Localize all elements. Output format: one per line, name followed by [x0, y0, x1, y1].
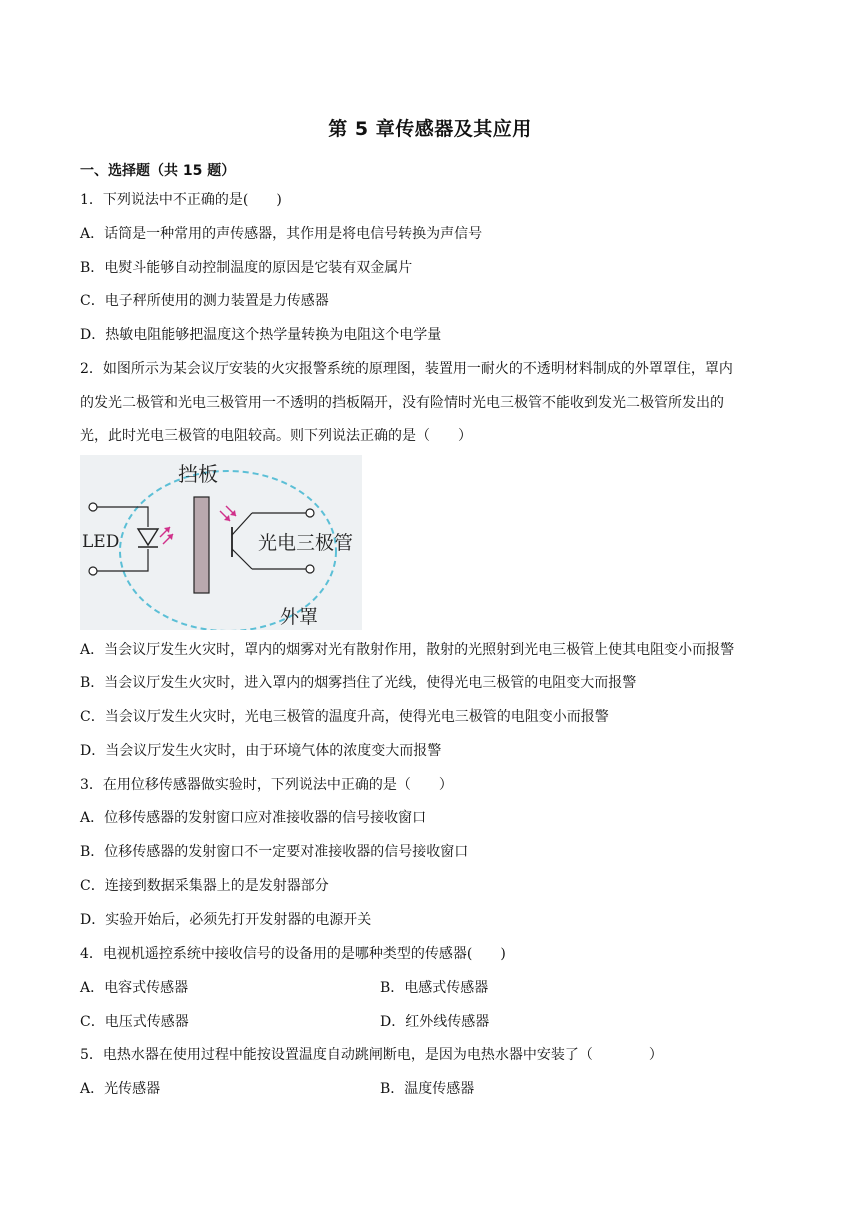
q2-option-b: B．当会议厅发生火灾时，进入罩内的烟雾挡住了光线，使得光电三极管的电阻变大而报警 — [80, 675, 637, 691]
q2-option-a: A．当会议厅发生火灾时，罩内的烟雾对光有散射作用，散射的光照射到光电三极管上使其电阻变小而报警 — [80, 642, 735, 658]
q3-stem: 3．在用位移传感器做实验时，下列说法中正确的是（ ） — [80, 777, 453, 793]
q4-option-c: C．电压式传感器 — [80, 1014, 189, 1030]
q3-option-c: C．连接到数据采集器上的是发射器部分 — [80, 878, 329, 894]
label-baffle: 挡板 — [178, 462, 218, 486]
q4-option-a: A．电容式传感器 — [80, 980, 189, 996]
page-title: 第 5 章传感器及其应用 — [328, 118, 532, 140]
q1-option-d: D．热敏电阻能够把温度这个热学量转换为电阻这个电学量 — [80, 327, 442, 343]
q4-option-b: B．电感式传感器 — [380, 980, 489, 996]
q5-stem: 5．电热水器在使用过程中能按设置温度自动跳闸断电，是因为电热水器中安装了（ ） — [80, 1047, 663, 1063]
q2-option-c: C．当会议厅发生火灾时，光电三极管的温度升高，使得光电三极管的电阻变小而报警 — [80, 709, 609, 725]
q4-option-d: D．红外线传感器 — [380, 1014, 490, 1030]
q3-option-b: B．位移传感器的发射窗口不一定要对准接收器的信号接收窗口 — [80, 844, 469, 860]
q2-stem-line-1: 2．如图所示为某会议厅安装的火灾报警系统的原理图，装置用一耐火的不透明材料制成的外罩罩住，罩内 — [80, 361, 733, 377]
transistor-terminal-top — [306, 509, 314, 517]
q1-stem: 1．下列说法中不正确的是( ) — [80, 192, 282, 208]
led-terminal-top — [89, 503, 97, 511]
q2-stem-line-3: 光，此时光电三极管的电阻较高。则下列说法正确的是（ ） — [80, 428, 472, 444]
q1-option-a: A．话筒是一种常用的声传感器，其作用是将电信号转换为声信号 — [80, 226, 483, 242]
label-led: LED — [82, 532, 120, 552]
section-heading: 一、选择题（共 15 题） — [80, 163, 236, 179]
label-cover: 外罩 — [280, 606, 319, 628]
q1-option-b: B．电熨斗能够自动控制温度的原因是它装有双金属片 — [80, 260, 413, 276]
led-terminal-bottom — [89, 567, 97, 575]
q2-option-d: D．当会议厅发生火灾时，由于环境气体的浓度变大而报警 — [80, 743, 442, 759]
q4-stem: 4．电视机遥控系统中接收信号的设备用的是哪种类型的传感器( ) — [80, 946, 506, 962]
fire-alarm-diagram — [80, 455, 362, 630]
q3-option-a: A．位移传感器的发射窗口应对准接收器的信号接收窗口 — [80, 810, 427, 826]
q5-option-a: A．光传感器 — [80, 1081, 161, 1097]
q3-option-d: D．实验开始后，必须先打开发射器的电源开关 — [80, 912, 372, 928]
label-phototransistor: 光电三极管 — [258, 532, 354, 554]
baffle-plate — [194, 497, 209, 593]
q1-option-c: C．电子秤所使用的测力装置是力传感器 — [80, 293, 329, 309]
q2-stem-line-2: 的发光二极管和光电三极管用一不透明的挡板隔开，没有险情时光电三极管不能收到发光二极管所发出的 — [80, 395, 724, 411]
q5-option-b: B．温度传感器 — [380, 1081, 475, 1097]
transistor-terminal-bottom — [306, 565, 314, 573]
